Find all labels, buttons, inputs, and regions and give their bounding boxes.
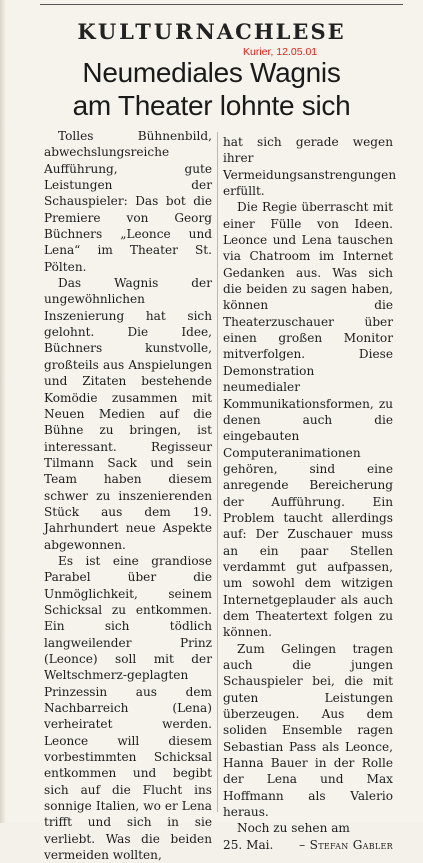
section-title-part2: NACHLESE — [195, 19, 346, 44]
article-column-right — [223, 134, 397, 853]
article-paragraph: Zum Gelingen tragen auch die jungen Schauspieler bei, die mit guten Leistungen überzeugen. Aus dem soliden Ensemble ragen Sebastian Pass als Leonce, Hanna Bauer in der Rolle der Lena und Max Hoffmann als Valerio heraus. — [223, 641, 393, 820]
section-title — [0, 20, 423, 44]
top-rule — [40, 4, 403, 5]
article-column-left — [44, 128, 212, 863]
article-paragraph: Tolles Bühnenbild, abwechslungsreiche Aufführung, gute Leistungen der Schauspieler: Das bot die Premiere von Georg Büchners „Leonce und Lena“ im Theater St. Pölten. — [44, 129, 212, 274]
section-title-part1: KULTUR — [77, 19, 196, 44]
signoff-row — [223, 837, 393, 853]
article-paragraph: Das Wagnis der ungewöhnlichen Inszenierung hat sich gelohnt. Die Idee, Büchners kunstvolle, großteils aus Anspielungen und Zitaten bestehende Komödie zusammen mit Neuen Medien auf die Bühne zu bringen, ist interessant. Regisseur Tilmann Sack und sein Team haben diesem schwer zu inszenierenden Stück aus dem 19. Jahrhundert neue Aspekte abgewonnen. — [44, 276, 212, 552]
source-date-stamp: Kurier, 12.05.01 — [243, 46, 318, 58]
closing-line: Noch zu sehen am — [237, 821, 350, 836]
author-byline: – Stefan Gabler — [299, 837, 393, 852]
headline — [0, 56, 423, 122]
headline-line-1: Neumediales Wagnis — [82, 57, 341, 88]
article-paragraph: Die Regie überrascht mit einer Fülle von Ideen. Leonce und Lena tauschen via Chatroom im Internet Gedanken aus. Was sich die beiden zu sagen haben, können die Theaterzuschauer über einen großen Monitor mitverfolgen. Diese Demonstration neumedialer Kommunikationsformen, zu denen auch die eingebauten Computeranimationen gehören, sind eine anregende Bereicherung der Aufführung. Ein Problem taucht allerdings auf: Der Zuschauer muss an ein paar Stellen verdammt gut aufpassen, um sowohl dem witzigen Internetgeplauder als auch dem Theatertext folgen zu können. — [223, 200, 393, 640]
scan-edge — [0, 0, 6, 823]
headline-line-2: am Theater lohnte sich — [72, 90, 351, 121]
closing-date: 25. Mai. — [223, 837, 274, 852]
article-paragraph: Es ist eine grandiose Parabel über die Unmöglichkeit, seinem Schicksal zu entkommen. Ein sich tödlich langweilender Prinz (Leonce) soll mit der Weltschmerz-geplagten Prinzessin aus dem Nachbarreich (Lena) verheiratet werden. Leonce will diesem vorbestimmten Schicksal entkommen und begibt sich auf die Flucht ins sonnige Italien, wo er Lena trifft und sich in sie verliebt. Was die beiden vermeiden wollten, — [44, 553, 212, 863]
article-paragraph: hat sich gerade wegen ihrer Vermeidungsanstrengungen erfüllt. — [223, 135, 397, 199]
column-divider — [217, 132, 218, 812]
